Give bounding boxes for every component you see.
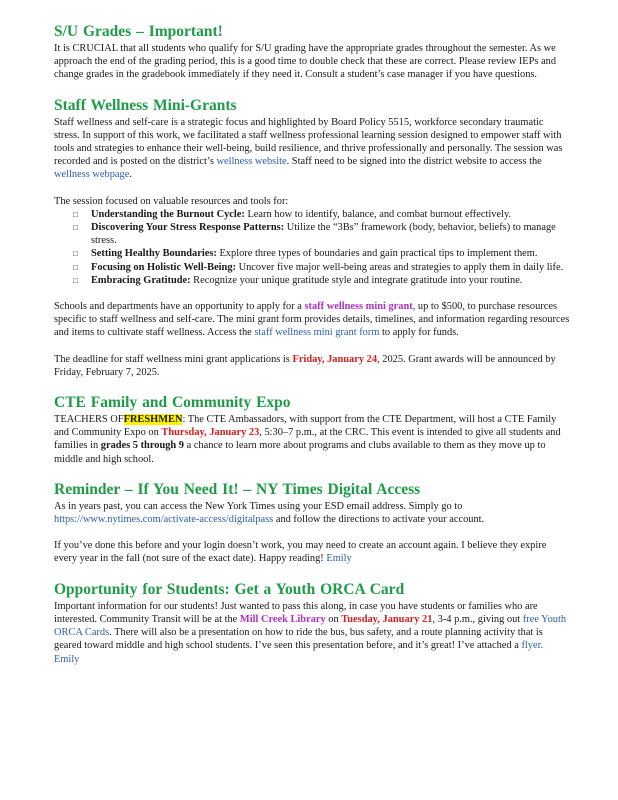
su-grades-heading: S/U Grades – Important!: [54, 23, 223, 40]
list-item: [54, 221, 570, 247]
nyt-text-2: and follow the directions to activate your account.: [275, 514, 485, 526]
staff-wellness-section: [54, 96, 570, 379]
checkbox-bullet-icon: □: [73, 275, 78, 285]
grant-text-2: , up to $500, to purchase resources specific to staff wellness and self-care. The mini grant form provides details, timelines, and information regarding resources and items to cultivate staff wellness. Access the: [54, 301, 570, 339]
wellness-webpage-link[interactable]: wellness webpage: [54, 169, 130, 181]
nyt-signature: Emily: [326, 553, 352, 565]
deadline-date: Friday, January 24: [292, 353, 378, 365]
checkbox-bullet-icon: □: [73, 249, 78, 259]
topic-text: Explore three types of boundaries and gain practical tips to implement them.: [216, 248, 538, 260]
nytimes-paragraph-1: [54, 500, 570, 526]
orca-text-2: , 3-4 p.m., giving out: [432, 613, 521, 625]
orca-text-3: . There will also be a presentation on how to ride the bus, bus safety, and a route planning activity that is geared toward middle and high school students. I’ve seen this presentation before, and it’s great! I’ve attached a: [54, 627, 543, 652]
topic-text: Recognize your unique gratitude style and integrate gratitude into your routine.: [190, 274, 523, 286]
cte-text-4: a chance to learn more about programs and clubs available to them as they move up to middle and high school.: [54, 440, 546, 465]
grades-range: grades 5 through 9: [100, 440, 184, 452]
su-grades-section: [54, 22, 570, 82]
topic-text: Learn how to identify, balance, and combat burnout effectively.: [244, 208, 512, 220]
staff-wellness-heading: Staff Wellness Mini-Grants: [54, 96, 237, 114]
orca-text-on: on: [325, 613, 342, 625]
topic-heading: Focusing on Holistic Well-Being:: [91, 261, 236, 273]
topic-heading: Discovering Your Stress Response Patterns:: [91, 222, 285, 234]
deadline-paragraph: [54, 353, 570, 379]
cte-text-2: : The CTE Ambassadors, with support from the CTE Department, will host a CTE Family and Community Expo on: [54, 414, 557, 439]
orca-card-section: [54, 580, 570, 666]
topic-heading: Understanding the Burnout Cycle:: [91, 208, 245, 220]
session-intro: The session focused on valuable resources and tools for:: [54, 195, 289, 207]
cte-expo-date: Thursday, January 23: [161, 427, 260, 439]
newsletter-page: [54, 22, 570, 680]
nytimes-paragraph-2: [54, 539, 570, 565]
freshmen-highlight: FRESHMEN: [123, 414, 183, 426]
topic-heading: Embracing Gratitude:: [91, 274, 191, 286]
grant-text-3: to apply for funds.: [382, 327, 459, 339]
orca-card-heading: Opportunity for Students: Get a Youth ORCA Card: [54, 580, 405, 598]
topic-text: Utilize the “3Bs” framework (body, behavior, beliefs) to manage stress.: [91, 222, 556, 247]
orca-text-1: Important information for our students! Just wanted to pass this along, in case you have students or families who are interested. Community Transit will be at the: [54, 600, 538, 625]
orca-location: Mill Creek Library: [239, 613, 326, 625]
mini-grant-highlight: staff wellness mini grant: [304, 301, 413, 313]
checkbox-bullet-icon: □: [73, 262, 78, 272]
deadline-text-2: , 2025. Grant awards will be announced by Friday, February 7, 2025.: [54, 353, 556, 378]
topic-text: Uncover five major well-being areas and strategies to apply them in daily life.: [236, 261, 564, 273]
youth-orca-cards-link[interactable]: free Youth ORCA Cards: [54, 613, 567, 639]
list-item: [54, 208, 570, 221]
wellness-website-link[interactable]: wellness website: [216, 156, 287, 168]
cte-expo-section: [54, 393, 570, 466]
topic-heading: Setting Healthy Boundaries:: [91, 248, 217, 260]
list-item: [54, 274, 570, 287]
session-topics-list: [54, 208, 570, 287]
wellness-text-3: .: [129, 169, 132, 181]
deadline-text-1: The deadline for staff wellness mini grant applications is: [54, 353, 290, 365]
wellness-text-2: . Staff need to be signed into the district website to access the: [286, 156, 542, 168]
orca-card-body: [54, 600, 570, 666]
list-item: [54, 247, 570, 260]
cte-expo-body: [54, 413, 570, 466]
cte-text-1: TEACHERS OF: [54, 414, 124, 426]
nyt-text-1: As in years past, you can access the New York Times using your ESD email address. Simply go to: [54, 500, 463, 512]
mini-grant-form-link[interactable]: staff wellness mini grant form: [254, 327, 380, 339]
nytimes-heading: Reminder – If You Need It! – NY Times Digital Access: [54, 480, 421, 498]
nytimes-activate-link[interactable]: https://www.nytimes.com/activate-access/digitalpass: [54, 514, 274, 526]
su-grades-body: It is CRUCIAL that all students who qualify for S/U grading have the appropriate grades throughout the semester. As we approach the end of the grading period, this is a good time to double check that these are correct. Please review IEPs and change grades in the gradebook immediately if they need it. Consult a student’s case manager if you have questions.: [54, 43, 557, 81]
nyt-text-3: If you’ve done this before and your login doesn’t work, you may need to create an account again. I believe they expire every year in the fall (not sure of the exact date). Happy reading!: [54, 540, 547, 565]
cte-text-3: , 5:30–7 p.m., at the CRC. This event is intended to give all students and families in: [54, 427, 561, 452]
nytimes-section: [54, 480, 570, 566]
grant-text-1: Schools and departments have an opportunity to apply for a: [54, 301, 302, 313]
cte-expo-heading: CTE Family and Community Expo: [54, 394, 291, 412]
orca-flyer-link[interactable]: flyer: [521, 640, 541, 652]
list-item: [54, 261, 570, 274]
checkbox-bullet-icon: □: [73, 223, 78, 233]
checkbox-bullet-icon: □: [73, 209, 78, 219]
orca-signature: . Emily: [54, 640, 544, 665]
wellness-text-1: Staff wellness and self-care is a strategic focus and highlighted by Board Policy 5515, workforce secondary traumatic stress. In support of this work, we facilitated a staff wellness professional learning session designed to empower staff with tools and strategies to enhance their well-being, build resilience, and thrive professionally and personally. The session was recorded and is posted on the district’s: [54, 116, 563, 168]
mini-grant-paragraph: [54, 300, 570, 340]
staff-wellness-intro-paragraph: [54, 116, 570, 182]
orca-date: Tuesday, January 21: [341, 613, 433, 625]
